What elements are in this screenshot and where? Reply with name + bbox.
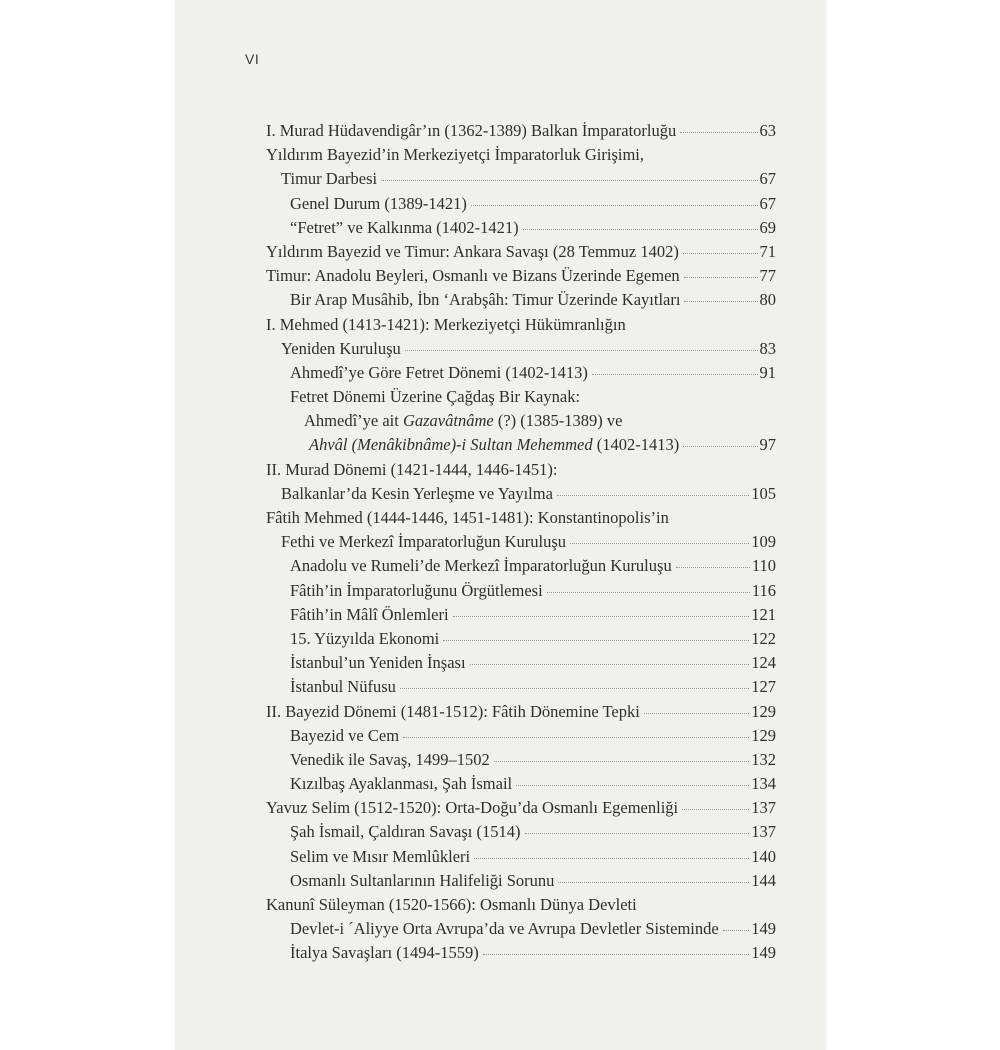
toc-entry-text: Selim ve Mısır Memlûkleri [290, 846, 471, 866]
dot-leader [557, 495, 749, 496]
toc-entry [266, 556, 776, 580]
dot-leader [516, 785, 749, 786]
toc-entry-text: İstanbul’un Yeniden İnşası [290, 653, 466, 673]
toc-entry-text: Kızılbaş Ayaklanması, Şah İsmail [290, 774, 513, 794]
toc-page-number: 149 [751, 919, 776, 939]
toc-entry-text: Timur Darbesi [281, 169, 378, 189]
dot-leader [592, 374, 758, 375]
dot-leader [683, 253, 758, 254]
toc-entry [266, 871, 776, 895]
dot-leader [523, 229, 758, 230]
toc-entry [266, 194, 776, 218]
dot-leader [443, 640, 749, 641]
toc-entry [266, 847, 776, 871]
toc-entry-title [266, 266, 680, 286]
toc-page-number: 144 [751, 870, 776, 890]
toc-entry [266, 266, 776, 290]
toc-page-number: 110 [751, 556, 776, 576]
toc-entry-title [266, 315, 626, 335]
toc-entry-title [281, 532, 566, 552]
toc-entry [266, 943, 776, 967]
dot-leader [644, 713, 749, 714]
toc-entry [266, 339, 776, 363]
toc-entry [266, 363, 776, 387]
toc-entry-text: Anadolu ve Rumeli’de Merkezî İmparatorluğun Kuruluşu [290, 556, 672, 576]
toc-entry-title [266, 798, 678, 818]
toc-entry [266, 822, 776, 846]
toc-entry [266, 774, 776, 798]
toc-entry-title [266, 242, 679, 262]
toc-page-number: 127 [751, 677, 776, 697]
toc-entry-title [309, 435, 679, 455]
toc-entry-title [304, 411, 622, 431]
toc-entry [266, 435, 776, 459]
toc-page-number: 69 [759, 217, 776, 237]
toc-entry-text: Fâtih’in İmparatorluğunu Örgütlemesi [290, 580, 543, 600]
toc-entry-text: Fâtih’in Mâlî Önlemleri [290, 604, 449, 624]
toc-entry-title [266, 895, 637, 915]
toc-entry-title [290, 387, 580, 407]
toc-entry-title [290, 218, 519, 238]
table-of-contents [266, 121, 776, 968]
toc-entry [266, 315, 776, 339]
toc-entry-text: Ahmedî’ye Göre Fetret Dönemi (1402-1413) [290, 362, 588, 382]
dot-leader [682, 809, 749, 810]
toc-page-number: 80 [759, 290, 776, 310]
toc-page-number: 132 [751, 749, 776, 769]
toc-entry-text: Fetret Dönemi Üzerine Çağdaş Bir Kaynak: [290, 387, 581, 407]
toc-entry [266, 798, 776, 822]
toc-page-number: 137 [751, 798, 776, 818]
toc-entry-italic-title: Gazavâtnâme [402, 411, 494, 431]
dot-leader [471, 205, 758, 206]
toc-entry [266, 726, 776, 750]
toc-entry-text: I. Mehmed (1413-1421): Merkeziyetçi Hükümranlığın [266, 314, 626, 334]
toc-entry-title [290, 774, 512, 794]
toc-page-number: 149 [751, 943, 776, 963]
toc-page-number: 91 [759, 362, 776, 382]
toc-entry [266, 484, 776, 508]
toc-entry-text: Kanunî Süleyman (1520-1566): Osmanlı Dünya Devleti [266, 895, 637, 914]
toc-entry-title [290, 194, 467, 214]
toc-entry-title [290, 556, 672, 576]
dot-leader [570, 543, 749, 544]
toc-page-number: 124 [751, 653, 776, 673]
toc-page-number: 134 [751, 774, 776, 794]
toc-entry-text: Fâtih Mehmed (1444-1446, 1451-1481): Konstantinopolis’in [266, 508, 669, 527]
dot-leader [474, 858, 749, 859]
page-number: VI [245, 51, 260, 67]
toc-entry-title [266, 508, 669, 528]
dot-leader [683, 446, 757, 447]
dot-leader [483, 954, 749, 955]
toc-entry-text: Yeniden Kuruluşu [281, 338, 401, 358]
toc-entry [266, 387, 776, 411]
dot-leader [470, 664, 750, 665]
toc-entry [266, 653, 776, 677]
dot-leader [400, 688, 749, 689]
toc-entry-italic-title: Ahvâl (Menâkibnâme)-i Sultan Mehemmed [309, 435, 593, 455]
toc-page-number: 122 [751, 628, 776, 648]
toc-entry [266, 581, 776, 605]
toc-page-number: 83 [759, 338, 776, 358]
toc-entry-text: I. Murad Hüdavendigâr’ın (1362-1389) Balkan İmparatorluğu [266, 121, 677, 140]
dot-leader [547, 592, 750, 593]
toc-entry-text: Yıldırım Bayezid’in Merkeziyetçi İmparatorluk Girişimi, [266, 145, 645, 165]
toc-page-number: 97 [759, 435, 776, 455]
toc-entry [266, 411, 776, 435]
toc-entry-title [290, 750, 490, 770]
toc-page-number: 129 [751, 725, 776, 745]
toc-entry-text: İstanbul Nüfusu [290, 677, 396, 697]
toc-page-number: 67 [759, 169, 776, 189]
dot-leader [405, 350, 758, 351]
toc-entry [266, 677, 776, 701]
toc-entry-title [266, 121, 676, 141]
toc-entry-title [281, 484, 553, 504]
toc-page-number: 129 [751, 701, 776, 721]
toc-entry-title [290, 871, 554, 891]
dot-leader [676, 567, 750, 568]
toc-entry-title [290, 653, 466, 673]
toc-entry-title [281, 169, 377, 189]
toc-entry-text: Devlet-i ´Aliyye Orta Avrupa’da ve Avrupa Devletler Sisteminde [290, 919, 719, 939]
toc-entry-title [290, 629, 439, 649]
book-page [175, 0, 826, 1050]
dot-leader [558, 882, 749, 883]
toc-entry-text-after: (1402-1413) [592, 435, 680, 455]
toc-entry-text: II. Bayezid Dönemi (1481-1512): Fâtih Dönemine Tepki [266, 701, 640, 721]
toc-entry-title [266, 702, 640, 722]
toc-entry [266, 218, 776, 242]
toc-page-number: 105 [751, 483, 776, 503]
toc-entry-title [290, 847, 470, 867]
toc-entry-text: II. Murad Dönemi (1421-1444, 1446-1451): [266, 459, 558, 479]
toc-entry [266, 605, 776, 629]
toc-page-number: 137 [751, 822, 776, 842]
dot-leader [680, 132, 757, 133]
dot-leader [684, 301, 757, 302]
toc-entry-title [290, 726, 399, 746]
toc-entry [266, 145, 776, 169]
toc-entry-text: Bir Arap Musâhib, İbn ‘Arabşâh: Timur Üzerinde Kayıtları [290, 290, 681, 310]
toc-entry [266, 169, 776, 193]
toc-entry-text: Osmanlı Sultanlarının Halifeliği Sorunu [290, 870, 555, 890]
toc-entry-title [290, 581, 543, 601]
toc-page-number: 77 [759, 266, 776, 286]
toc-entry [266, 919, 776, 943]
toc-entry-title [290, 919, 719, 939]
dot-leader [723, 930, 750, 931]
toc-entry [266, 121, 776, 145]
toc-entry-text: İtalya Savaşları (1494-1559) [290, 943, 479, 963]
dot-leader [381, 180, 757, 181]
toc-entry [266, 290, 776, 314]
toc-entry-title [266, 460, 557, 480]
toc-entry-title [290, 943, 479, 963]
toc-entry-text: Genel Durum (1389-1421) [290, 193, 467, 213]
dot-leader [453, 616, 750, 617]
toc-entry [266, 460, 776, 484]
toc-entry-text: Bayezid ve Cem [290, 725, 400, 745]
toc-entry-text: Yavuz Selim (1512-1520): Orta-Doğu’da Osmanlı Egemenliği [266, 798, 679, 818]
toc-entry [266, 532, 776, 556]
toc-entry-title [290, 605, 449, 625]
toc-entry-title [290, 363, 588, 383]
toc-entry [266, 895, 776, 919]
toc-entry-text: Fethi ve Merkezî İmparatorluğun Kuruluşu [281, 532, 567, 552]
toc-page-number: 140 [751, 846, 776, 866]
toc-entry-text: Timur: Anadolu Beyleri, Osmanlı ve Bizans Üzerinde Egemen [266, 266, 680, 286]
toc-entry-text: Balkanlar’da Kesin Yerleşme ve Yayılma [281, 483, 553, 503]
toc-entry-title [290, 822, 521, 842]
toc-entry [266, 702, 776, 726]
toc-entry-text: 15. Yüzyılda Ekonomi [290, 628, 440, 648]
toc-page-number: 116 [751, 580, 776, 600]
dot-leader [684, 277, 758, 278]
toc-entry-title [290, 290, 680, 310]
toc-entry-text: “Fetret” ve Kalkınma (1402-1421) [290, 217, 519, 237]
toc-page-number: 71 [759, 241, 776, 261]
toc-entry-text: Venedik ile Savaş, 1499–1502 [290, 749, 490, 769]
toc-page-number: 63 [759, 121, 776, 140]
toc-entry-text-after: (?) (1385-1389) ve [493, 411, 623, 431]
toc-page-number: 67 [759, 193, 776, 213]
toc-entry [266, 750, 776, 774]
toc-entry-title [281, 339, 401, 359]
toc-entry [266, 242, 776, 266]
toc-entry [266, 508, 776, 532]
toc-page-number: 121 [751, 604, 776, 624]
dot-leader [525, 833, 750, 834]
toc-entry-text: Yıldırım Bayezid ve Timur: Ankara Savaşı (28 Temmuz 1402) [266, 241, 679, 261]
toc-entry [266, 629, 776, 653]
toc-entry-text: Şah İsmail, Çaldıran Savaşı (1514) [290, 822, 521, 842]
toc-entry-title [290, 677, 396, 697]
toc-page-number: 109 [751, 532, 776, 552]
toc-entry-title [266, 145, 644, 165]
dot-leader [494, 761, 749, 762]
toc-entry-text: Ahmedî’ye ait [304, 411, 403, 431]
dot-leader [403, 737, 749, 738]
